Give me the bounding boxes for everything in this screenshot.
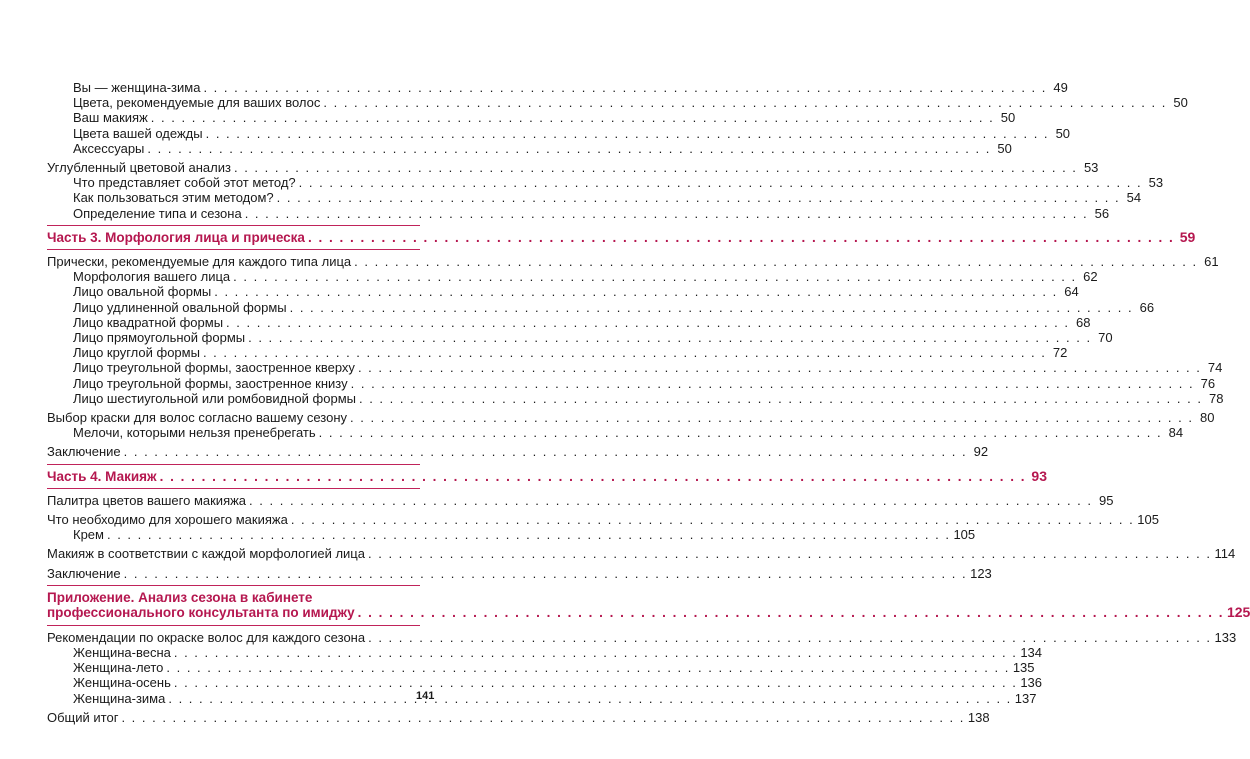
toc-entry[interactable] [47,125,1071,141]
toc-entry-title: Аксессуары [73,140,145,156]
toc-entry-page: 92 [973,444,989,460]
toc-entry-page: 66 [1139,299,1155,315]
toc-entry[interactable] [47,110,1016,126]
toc-section-colors [47,80,1188,221]
toc-entry[interactable] [47,284,1079,300]
appendix-heading[interactable] [47,604,1250,621]
toc-entry[interactable] [47,660,1035,676]
toc-entry-page: 105 [1137,512,1159,528]
toc-entry-title: Что представляет собой этот метод? [73,175,296,191]
leader-dots [168,691,1011,706]
toc-entry[interactable] [47,565,992,581]
divider [47,488,420,489]
toc-entry[interactable] [47,527,976,543]
leader-dots [233,269,1076,284]
toc-entry-title: Макияж в соответствии с каждой морфологией лица [47,546,365,562]
toc-entry-page: 105 [953,527,976,543]
leader-dots [323,95,1166,110]
leader-dots [277,190,1120,205]
toc-entry-title: Женщина-зима [73,690,166,706]
divider [47,464,420,465]
leader-dots [121,710,964,725]
toc-entry[interactable] [47,254,1219,270]
leader-dots [214,284,1057,299]
toc-entry-page: 62 [1083,269,1098,285]
toc-entry-page: 50 [1173,95,1188,111]
toc-entry[interactable] [47,190,1142,206]
page-number: 141 [416,690,435,702]
toc-entry-page: 138 [967,709,990,725]
toc-entry[interactable] [47,95,1188,111]
toc-entry-page: 123 [970,565,992,581]
toc-entry-page: 76 [1200,375,1216,391]
toc-entry[interactable] [47,269,1098,285]
toc-entry[interactable] [47,314,1091,330]
toc-entry-title: Заключение [47,565,121,581]
toc-entry[interactable] [47,512,1159,528]
toc-entry-page: 53 [1083,160,1099,176]
toc-entry-title: Лицо треугольной формы, заостренное кверху [73,360,355,376]
toc-entry-page: 74 [1207,360,1223,376]
toc-entry-title: Общий итог [47,709,119,725]
toc-entry[interactable] [47,546,1236,562]
toc-entry-page: 136 [1020,675,1043,691]
toc-entry[interactable] [47,375,1216,391]
toc-entry-title: Что необходимо для хорошего макияжа [47,512,288,528]
toc-entry[interactable] [47,330,1113,346]
toc-entry-page: 135 [1012,660,1035,676]
toc-entry-page: 84 [1168,425,1184,441]
toc-entry-title: Лицо удлиненной овальной формы [73,299,287,315]
toc-entry-page: 61 [1204,254,1219,270]
toc-entry-title: Как пользоваться этим методом? [73,190,274,206]
leader-dots [368,630,1211,645]
toc-section-morphology [47,254,1224,441]
toc-entry-title: Лицо овальной формы [73,284,212,300]
toc-entry-title: Морфология вашего лица [73,269,231,285]
toc-entry-title: Женщина-лето [73,660,164,676]
leader-dots [354,254,1197,269]
leader-dots [290,300,1133,315]
toc-entry-title: Женщина-осень [73,675,171,691]
toc-entry-title: Лицо шестиугольной или ромбовидной формы [73,390,356,406]
part-page: 93 [1031,467,1047,484]
toc-entry-page: 72 [1052,345,1068,361]
appendix-heading-line1: Приложение. Анализ сезона в кабинете [47,589,313,605]
toc-entry-title: Женщина-весна [73,644,171,660]
divider [47,585,420,586]
toc-entry-page: 50 [1000,110,1016,126]
leader-dots [124,566,967,581]
toc-entry-title: Палитра цветов вашего макияжа [47,492,247,508]
toc-entry[interactable] [47,345,1068,361]
toc-entry-title: Выбор краски для волос согласно вашему сезону [47,410,348,426]
toc-section-makeup-tools [47,512,1159,543]
part-title: Часть 3. Морфология лица и прическа [47,229,305,245]
toc-entry-title: Лицо прямоугольной формы [73,330,246,346]
toc-entry-page: 78 [1208,390,1224,406]
leader-dots [350,410,1193,425]
leader-dots [160,469,1026,484]
toc-section-makeup [47,492,1114,508]
toc-entry-page: 49 [1053,80,1068,95]
toc-entry[interactable] [47,80,1068,95]
leader-dots [151,110,994,125]
toc-entry[interactable] [47,709,990,725]
leader-dots [174,645,1017,660]
toc-entry[interactable] [47,205,1110,221]
leader-dots [174,675,1017,690]
leader-dots [319,425,1162,440]
toc-entry-page: 64 [1064,284,1079,300]
toc-entry[interactable] [47,410,1215,426]
leader-dots [359,391,1202,406]
toc-entry-page: 56 [1094,205,1110,221]
appendix-title: профессионального консультанта по имиджу [47,605,355,621]
leader-dots [206,126,1049,141]
leader-dots [147,141,990,156]
toc-entry-page: 137 [1014,690,1037,706]
toc-entry-title: Лицо треугольной формы, заостренное книзу [73,375,348,391]
leader-dots [308,230,1174,245]
leader-dots [291,512,1134,527]
leader-dots [107,527,950,542]
leader-dots [351,376,1194,391]
leader-dots [234,160,1077,175]
toc-entry-page: 50 [1055,125,1071,141]
toc-entry-title: Цвета вашей одежды [73,125,203,141]
toc-entry[interactable] [47,425,1184,441]
leader-dots [245,206,1088,221]
toc-entry-title: Ваш макияж [73,110,148,126]
toc-entry-title: Мелочи, которыми нельзя пренебрегать [73,425,316,441]
appendix-page: 125 [1226,604,1250,621]
toc-entry-page: 133 [1214,629,1237,645]
leader-dots [249,493,1092,508]
divider [47,625,420,626]
toc-entry-title: Углубленный цветовой анализ [47,160,231,176]
leader-dots [299,175,1142,190]
leader-dots [358,360,1201,375]
leader-dots [124,444,967,459]
toc-entry-title: Крем [73,527,104,543]
toc-entry-page: 134 [1020,644,1043,660]
part-page: 59 [1179,228,1196,245]
toc-entry[interactable] [47,675,1043,691]
leader-dots [368,546,1211,561]
toc-entry-title: Заключение [47,444,121,460]
divider [47,225,420,226]
part-heading[interactable] [47,467,1047,484]
leader-dots [203,345,1046,360]
toc-entry[interactable] [47,360,1223,376]
toc-entry-page: 70 [1098,330,1113,346]
toc-entry-title: Цвета, рекомендуемые для ваших волос [73,95,321,111]
toc-entry-page: 95 [1099,492,1114,508]
leader-dots [358,605,1224,620]
toc-entry-title: Лицо квадратной формы [73,314,224,330]
leader-dots [166,660,1009,675]
toc-entry-page: 114 [1214,546,1236,562]
leader-dots [203,80,1046,95]
toc-entry[interactable] [47,492,1114,508]
toc-entry[interactable] [47,390,1224,406]
toc-entry-title: Вы — женщина-зима [73,80,201,95]
leader-dots [248,330,1091,345]
toc-entry[interactable] [47,140,1012,156]
toc-entry-page: 54 [1126,190,1142,206]
divider [47,249,420,250]
toc-entry-title: Лицо круглой формы [73,345,200,361]
part-title: Часть 4. Макияж [47,468,157,484]
toc-entry[interactable] [47,160,1099,176]
part-heading[interactable] [47,228,1196,245]
toc-entry[interactable] [47,629,1237,645]
toc-entry-title: Прически, рекомендуемые для каждого типа лица [47,254,352,270]
toc-entry[interactable] [47,644,1043,660]
toc-entry-title: Рекомендации по окраске волос для каждого сезона [47,629,366,645]
toc-entry-title: Определение типа и сезона [73,205,242,221]
toc-entry[interactable] [47,175,1164,191]
toc-entry-page: 68 [1076,314,1091,330]
leader-dots [226,315,1069,330]
toc-entry-page: 80 [1200,410,1215,426]
toc-entry-page: 50 [997,140,1012,156]
toc-entry[interactable] [47,299,1155,315]
toc-entry-page: 53 [1148,175,1164,191]
toc-entry[interactable] [47,444,989,460]
